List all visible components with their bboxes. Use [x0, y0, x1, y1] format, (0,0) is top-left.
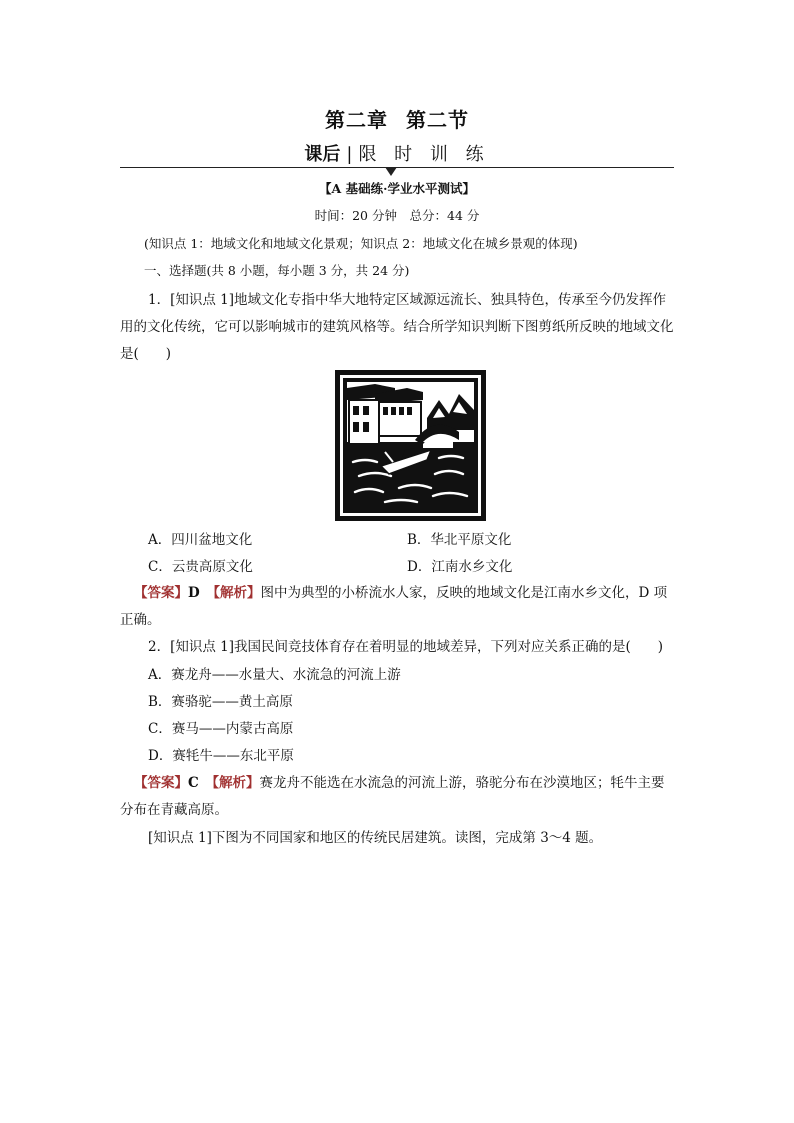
chapter-title — [0, 104, 794, 133]
analysis-tag: 【解析】 — [213, 585, 261, 601]
sub-title — [0, 140, 794, 166]
question-2-stem: 2．[知识点 1]我国民间竞技体育存在着明显的地域差异，下列对应关系正确的是( ) — [148, 639, 664, 655]
question-1-stem: 1．[知识点 1]地域文化专指中华大地特定区域源远流长、独具特色，传承至今仍发挥作用的文化传统，它可以影响城市的建筑风格等。结合所学知识判断下图剪纸所反映的地域文化是( ) — [120, 292, 674, 362]
section-label: 第二节 — [406, 108, 469, 132]
question-1-option-d: D．江南水乡文化 — [407, 559, 513, 575]
subtitle-right: 限 时 训 练 — [358, 144, 490, 165]
question-2-option-b: B．赛骆驼——黄土高原 — [148, 694, 293, 710]
answer-tag: 【答案】 — [134, 585, 188, 601]
header-divider — [120, 167, 674, 168]
question-3-intro: [知识点 1]下图为不同国家和地区的传统民居建筑。读图，完成第 3～4 题。 — [148, 830, 603, 846]
papercut-illustration — [335, 370, 486, 521]
question-2-option-c: C．赛马——内蒙古高原 — [148, 721, 294, 737]
question-1-option-c: C．云贵高原文化 — [148, 559, 253, 575]
question-2-option-d: D．赛牦牛——东北平原 — [148, 748, 294, 764]
part1-title: 一、选择题(共 8 小题，每小题 3 分，共 24 分) — [144, 263, 410, 278]
answer-tag: 【答案】 — [134, 775, 188, 791]
divider-marker — [385, 167, 397, 176]
question-2-option-a: A．赛龙舟——水量大、水流急的河流上游 — [148, 667, 401, 683]
analysis-tag: 【解析】 — [212, 775, 260, 791]
section-heading: 【A 基础练·学业水平测试】 — [319, 181, 475, 196]
question-1-option-a: A．四川盆地文化 — [148, 532, 253, 548]
question-1-answer — [120, 580, 674, 634]
question-1-option-b: B．华北平原文化 — [407, 532, 512, 548]
question-2-answer — [120, 770, 674, 824]
subtitle-separator: | — [346, 144, 353, 165]
chapter-label: 第二章 — [325, 108, 388, 132]
answer-value: C — [188, 775, 199, 791]
analysis-text: 赛龙舟不能选在水流急的河流上游，骆驼分布在沙漠地区；牦牛主要分布在青藏高原。 — [120, 775, 665, 818]
subtitle-left: 课后 — [304, 144, 341, 165]
analysis-text: 图中为典型的小桥流水人家，反映的地域文化是江南水乡文化，D 项正确。 — [120, 585, 668, 628]
knowledge-points: (知识点 1：地域文化和地域文化景观；知识点 2：地域文化在城乡景观的体现) — [144, 236, 578, 251]
answer-value: D — [188, 585, 200, 601]
time-info: 时间：20 分钟 总分：44 分 — [314, 208, 480, 223]
